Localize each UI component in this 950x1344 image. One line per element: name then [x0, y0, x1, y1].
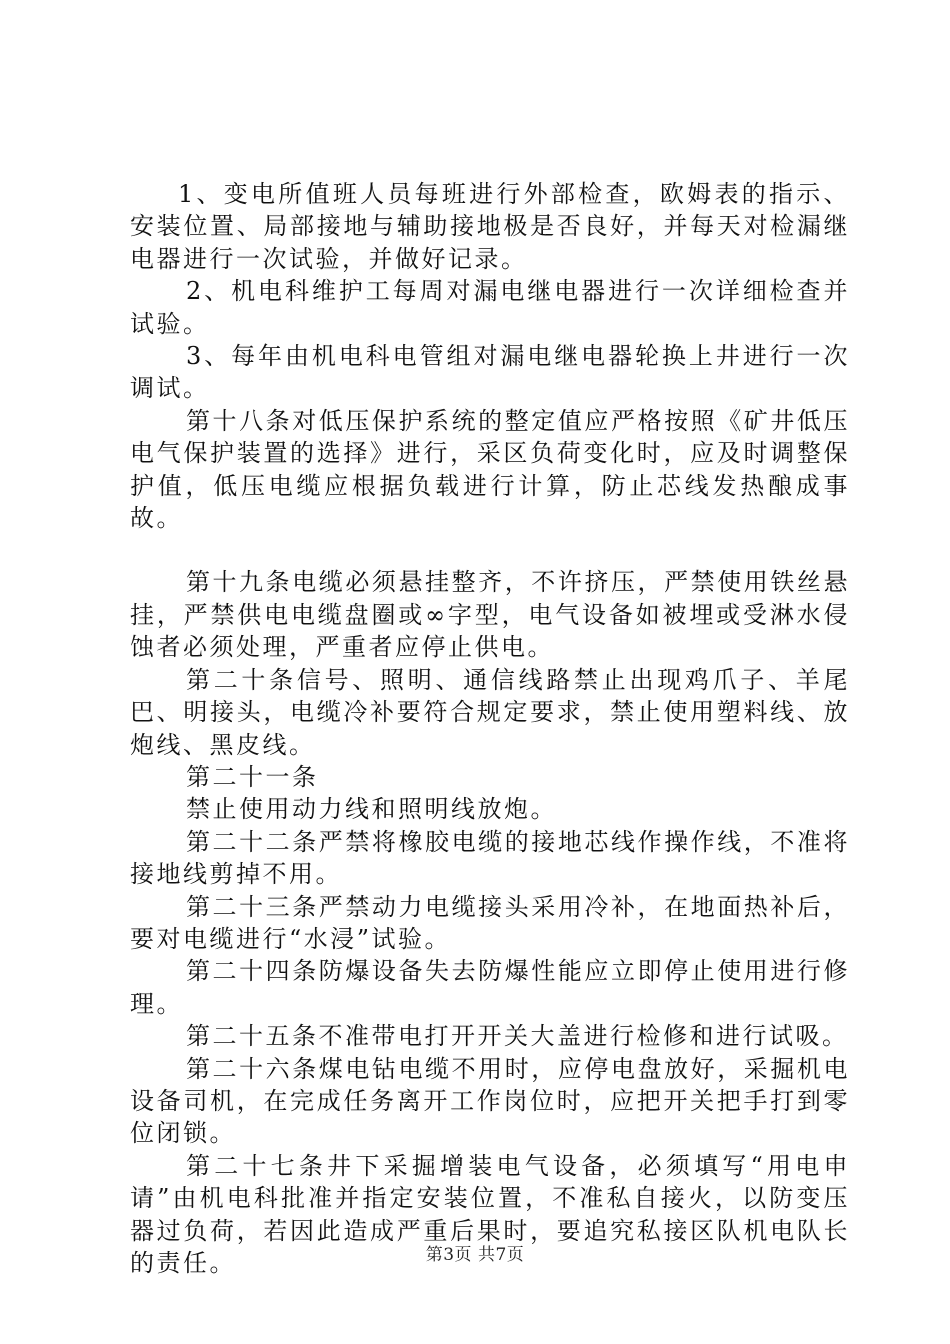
- paragraph-article-21-heading: 第二十一条: [186, 762, 319, 791]
- paragraph-item-2: 2、机电科维护工每周对漏电继电器进行一次详细检查并试验。: [130, 277, 850, 338]
- paragraph-article-23: 第二十三条严禁动力电缆接头采用冷补，在地面热补后，要对电缆进行“水浸”试验。: [130, 892, 850, 953]
- paragraph-article-25: 第二十五条不准带电打开开关大盖进行检修和进行试吸。: [186, 1022, 849, 1051]
- paragraph-article-27: 第二十七条井下采掘增装电气设备，必须填写“用电申请”由机电科批准并指定安装位置，不准私自接火，以防变压器过负荷，若因此造成严重后果时，要追究私接区队机电队长的责任。: [130, 1151, 850, 1277]
- paragraph-article-24: 第二十四条防爆设备失去防爆性能应立即停止使用进行修理。: [130, 957, 850, 1018]
- paragraph-article-19: 第十九条电缆必须悬挂整齐，不许挤压，严禁使用铁丝悬挂，严禁供电电缆盘圈或∞字型，电气设备如被埋或受淋水侵蚀者必须处理，严重者应停止供电。: [130, 568, 850, 662]
- paragraph-article-20: 第二十条信号、照明、通信线路禁止出现鸡爪子、羊尾巴、明接头，电缆冷补要符合规定要求，禁止使用塑料线、放炮线、黑皮线。: [130, 665, 850, 759]
- paragraph-item-3: 3、每年由机电科电管组对漏电继电器轮换上井进行一次调试。: [130, 342, 850, 403]
- paragraph-article-22: 第二十二条严禁将橡胶电缆的接地芯线作操作线，不准将接地线剪掉不用。: [130, 827, 850, 889]
- paragraph-article-21-body: 禁止使用动力线和照明线放炮。: [186, 795, 557, 824]
- page-number-footer: 第3页 共7页: [425, 1245, 525, 1265]
- paragraph-article-18: 第十八条对低压保护系统的整定值应严格按照《矿井低压电气保护装置的选择》进行，采区负荷变化时，应及时调整保护值，低压电缆应根据负载进行计算，防止芯线发热酿成事故。: [130, 406, 850, 533]
- paragraph-article-26: 第二十六条煤电钻电缆不用时，应停电盘放好，采掘机电设备司机，在完成任务离开工作岗位时，应把开关把手打到零位闭锁。: [130, 1054, 850, 1148]
- document-body: [130, 178, 850, 1279]
- paragraph-item-1: 1、变电所值班人员每班进行外部检查，欧姆表的指示、安装位置、局部接地与辅助接地极是否良好，并每天对检漏继电器进行一次试验，并做好记录。: [130, 180, 850, 273]
